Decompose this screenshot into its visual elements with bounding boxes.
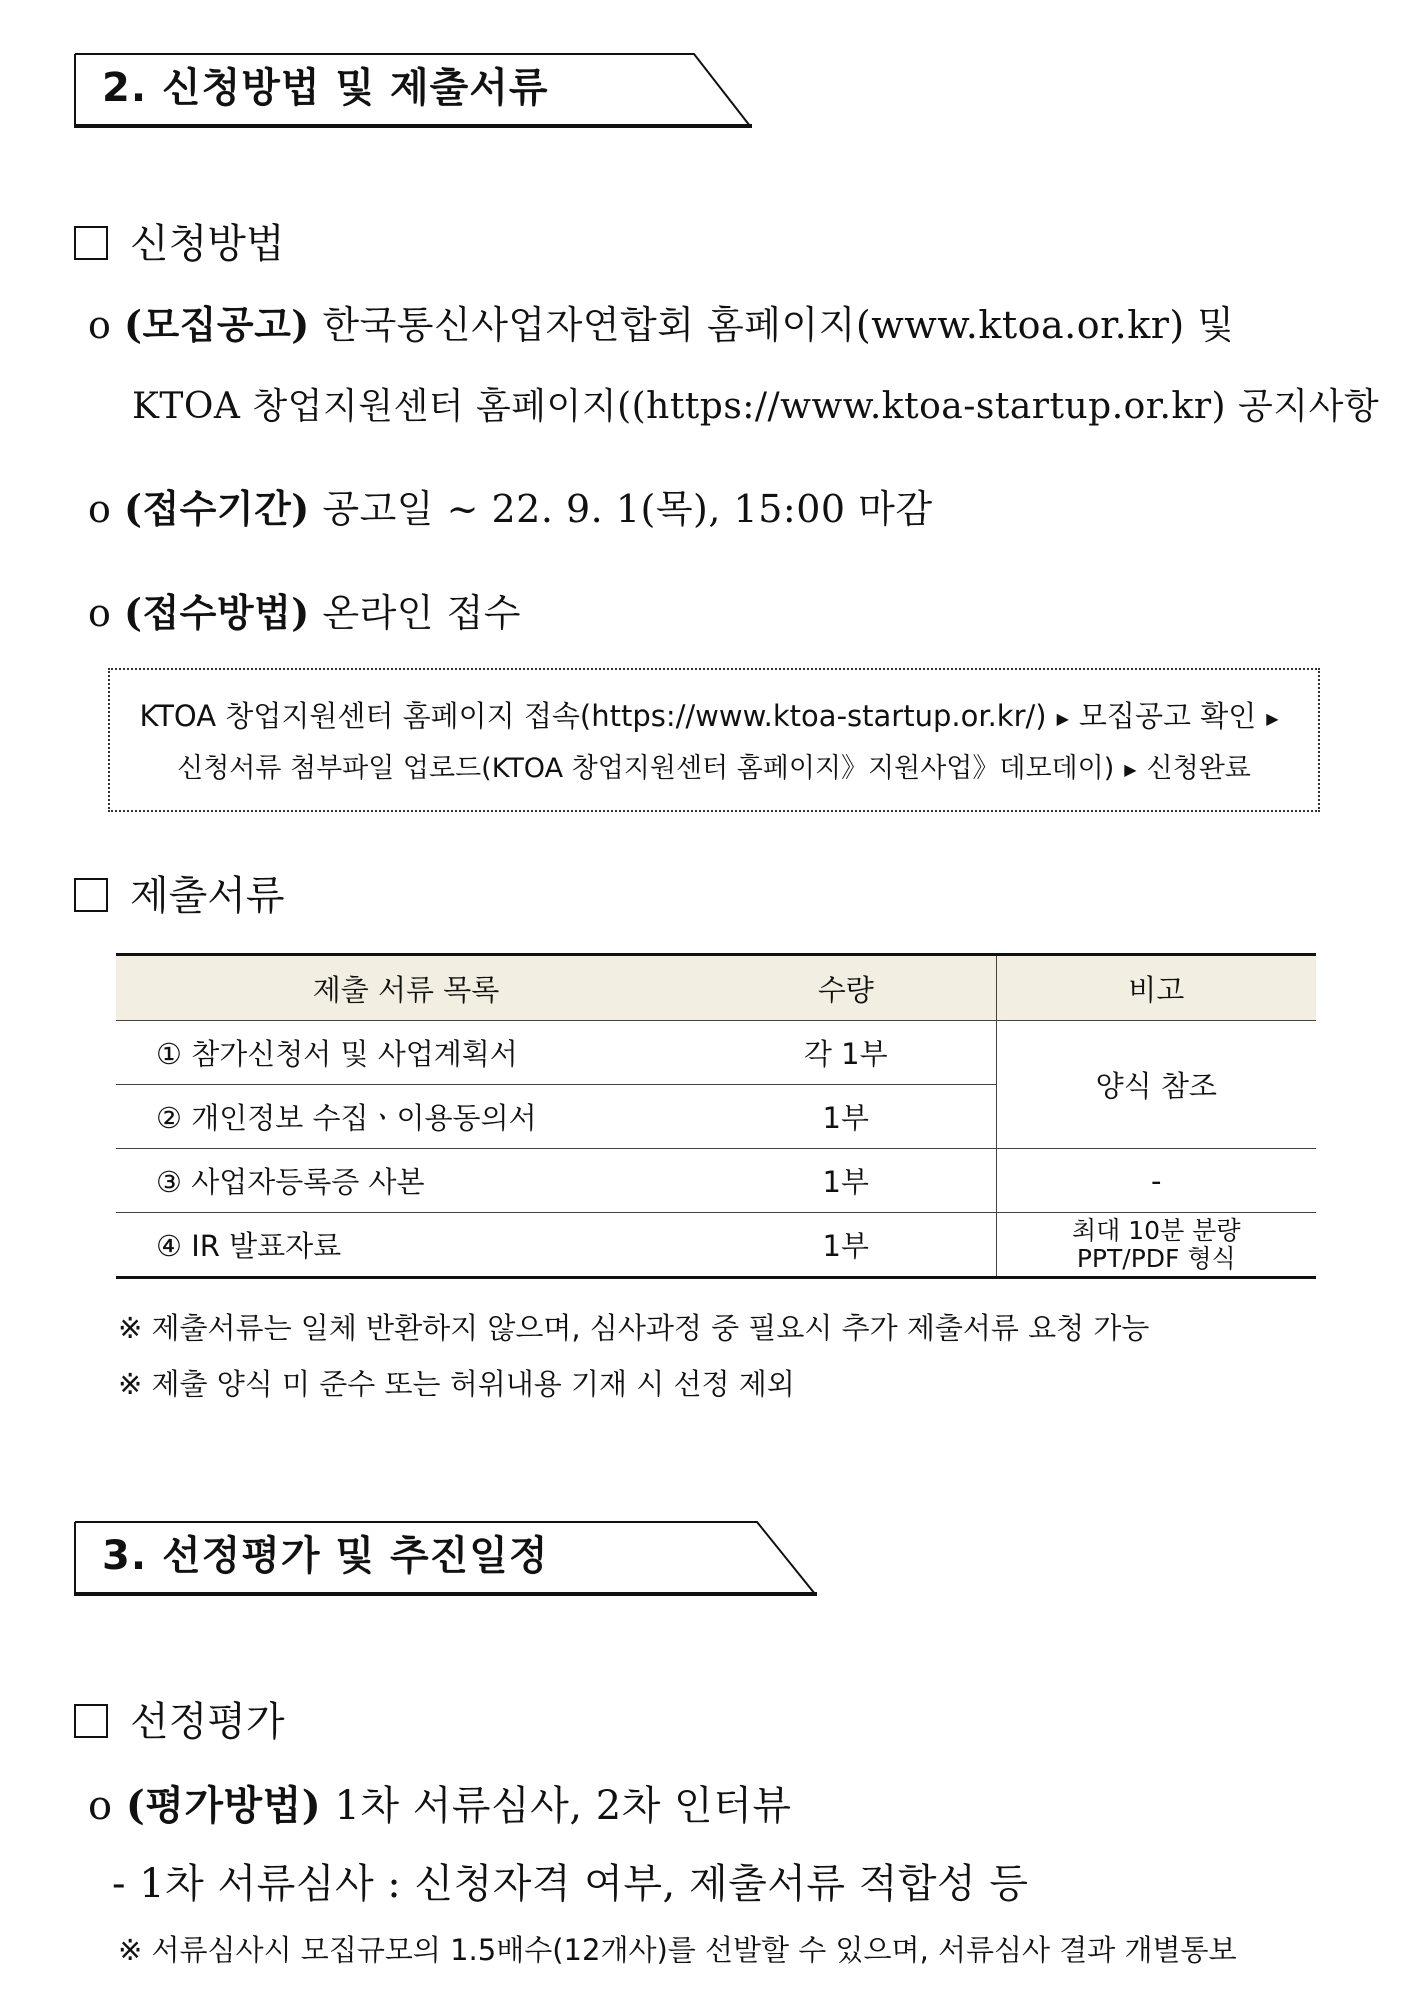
method-label: (접수방법) xyxy=(123,590,310,635)
eval-sub-1: - 1차 서류심사 : 신청자격 여부, 제출서류 적합성 등 xyxy=(112,1861,1029,1907)
doc-note-line-1: 최대 10분 분량 xyxy=(1072,1215,1241,1245)
col-header-list: 제출 서류 목록 xyxy=(116,955,696,1021)
docs-heading xyxy=(74,864,285,921)
checkbox-square-icon xyxy=(74,878,108,912)
period-text: 공고일 ~ 22. 9. 1(목), 15:00 마감 xyxy=(322,487,933,531)
step-1: KTOA 창업지원센터 홈페이지 접속(https://www.ktoa-startup.or.kr/) xyxy=(139,699,1047,733)
method-line xyxy=(88,582,521,637)
doc-name: ③ 사업자등록증 사본 xyxy=(116,1149,696,1213)
arrow-right-icon: ▶ xyxy=(1266,708,1279,728)
note-2: ※ 제출 양식 미 준수 또는 허위내용 기재 시 선정 제외 xyxy=(118,1367,795,1401)
apply-heading-text: 신청방법 xyxy=(130,221,285,267)
period-label: (접수기간) xyxy=(123,486,310,531)
bullet: o xyxy=(88,591,112,635)
procedure-line-2 xyxy=(110,746,1318,785)
arrow-right-icon: ▶ xyxy=(1056,708,1069,728)
note-1: ※ 제출서류는 일체 반환하지 않으며, 심사과정 중 필요시 추가 제출서류 요청 가능 xyxy=(118,1311,1150,1345)
col-header-note: 비고 xyxy=(996,955,1316,1021)
eval-heading-text: 선정평가 xyxy=(130,1699,285,1745)
table-row xyxy=(116,1149,1316,1213)
col-header-qty: 수량 xyxy=(696,955,996,1021)
step-2: 모집공고 확인 xyxy=(1078,699,1257,733)
eval-method-line xyxy=(88,1774,791,1831)
doc-note xyxy=(996,1213,1316,1278)
bullet: o xyxy=(88,487,112,531)
recruit-line-2 xyxy=(132,378,1379,429)
recruit-line-1 xyxy=(88,294,1235,349)
section-3-title xyxy=(74,1520,819,1592)
doc-name: ④ IR 발표자료 xyxy=(116,1213,696,1278)
arrow-right-icon: ▶ xyxy=(1124,760,1137,779)
doc-qty: 1부 xyxy=(696,1085,996,1149)
section-2-title xyxy=(74,52,754,124)
doc-qty: 각 1부 xyxy=(696,1021,996,1085)
table-header-row xyxy=(116,955,1316,1021)
docs-heading-text: 제출서류 xyxy=(130,873,285,919)
doc-note: - xyxy=(996,1149,1316,1213)
section-3-title-text: 3. 선정평가 및 추진일정 xyxy=(102,1533,549,1579)
checkbox-square-icon xyxy=(74,226,108,260)
eval-method-text: 1차 서류심사, 2차 인터뷰 xyxy=(334,1783,792,1829)
recruit-label: (모집공고) xyxy=(123,302,310,347)
section-2-title-text: 2. 신청방법 및 제출서류 xyxy=(102,65,549,111)
recruit-text-1: 한국통신사업자연합회 홈페이지(www.ktoa.or.kr) 및 xyxy=(322,303,1235,347)
recruit-text-2: KTOA 창업지원센터 홈페이지((https://www.ktoa-startup.or.kr) 공지사항 xyxy=(132,386,1380,427)
doc-note-merged: 양식 참조 xyxy=(996,1021,1316,1149)
method-text: 온라인 접수 xyxy=(322,591,521,635)
procedure-line-1 xyxy=(110,694,1318,735)
doc-qty: 1부 xyxy=(696,1213,996,1278)
doc-note-line-2: PPT/PDF 형식 xyxy=(1076,1243,1236,1273)
table-row xyxy=(116,1213,1316,1278)
apply-heading xyxy=(74,212,285,269)
bullet: o xyxy=(88,1783,113,1829)
checkbox-square-icon xyxy=(74,1704,108,1738)
eval-heading xyxy=(74,1690,285,1747)
eval-note: ※ 서류심사시 모집규모의 1.5배수(12개사)를 선발할 수 있으며, 서류심사 결과 개별통보 xyxy=(118,1933,1237,1967)
bullet: o xyxy=(88,303,112,347)
documents-table xyxy=(116,953,1316,1279)
step-3: 신청서류 첨부파일 업로드(KTOA 창업지원센터 홈페이지》지원사업》데모데이) xyxy=(177,753,1115,784)
doc-qty: 1부 xyxy=(696,1149,996,1213)
eval-method-label: (평가방법) xyxy=(125,1782,322,1829)
procedure-box xyxy=(108,668,1320,812)
doc-name: ① 참가신청서 및 사업계획서 xyxy=(116,1021,696,1085)
step-4: 신청완료 xyxy=(1146,753,1251,784)
table-row xyxy=(116,1021,1316,1085)
doc-name: ② 개인정보 수집ㆍ이용동의서 xyxy=(116,1085,696,1149)
period-line xyxy=(88,478,933,533)
